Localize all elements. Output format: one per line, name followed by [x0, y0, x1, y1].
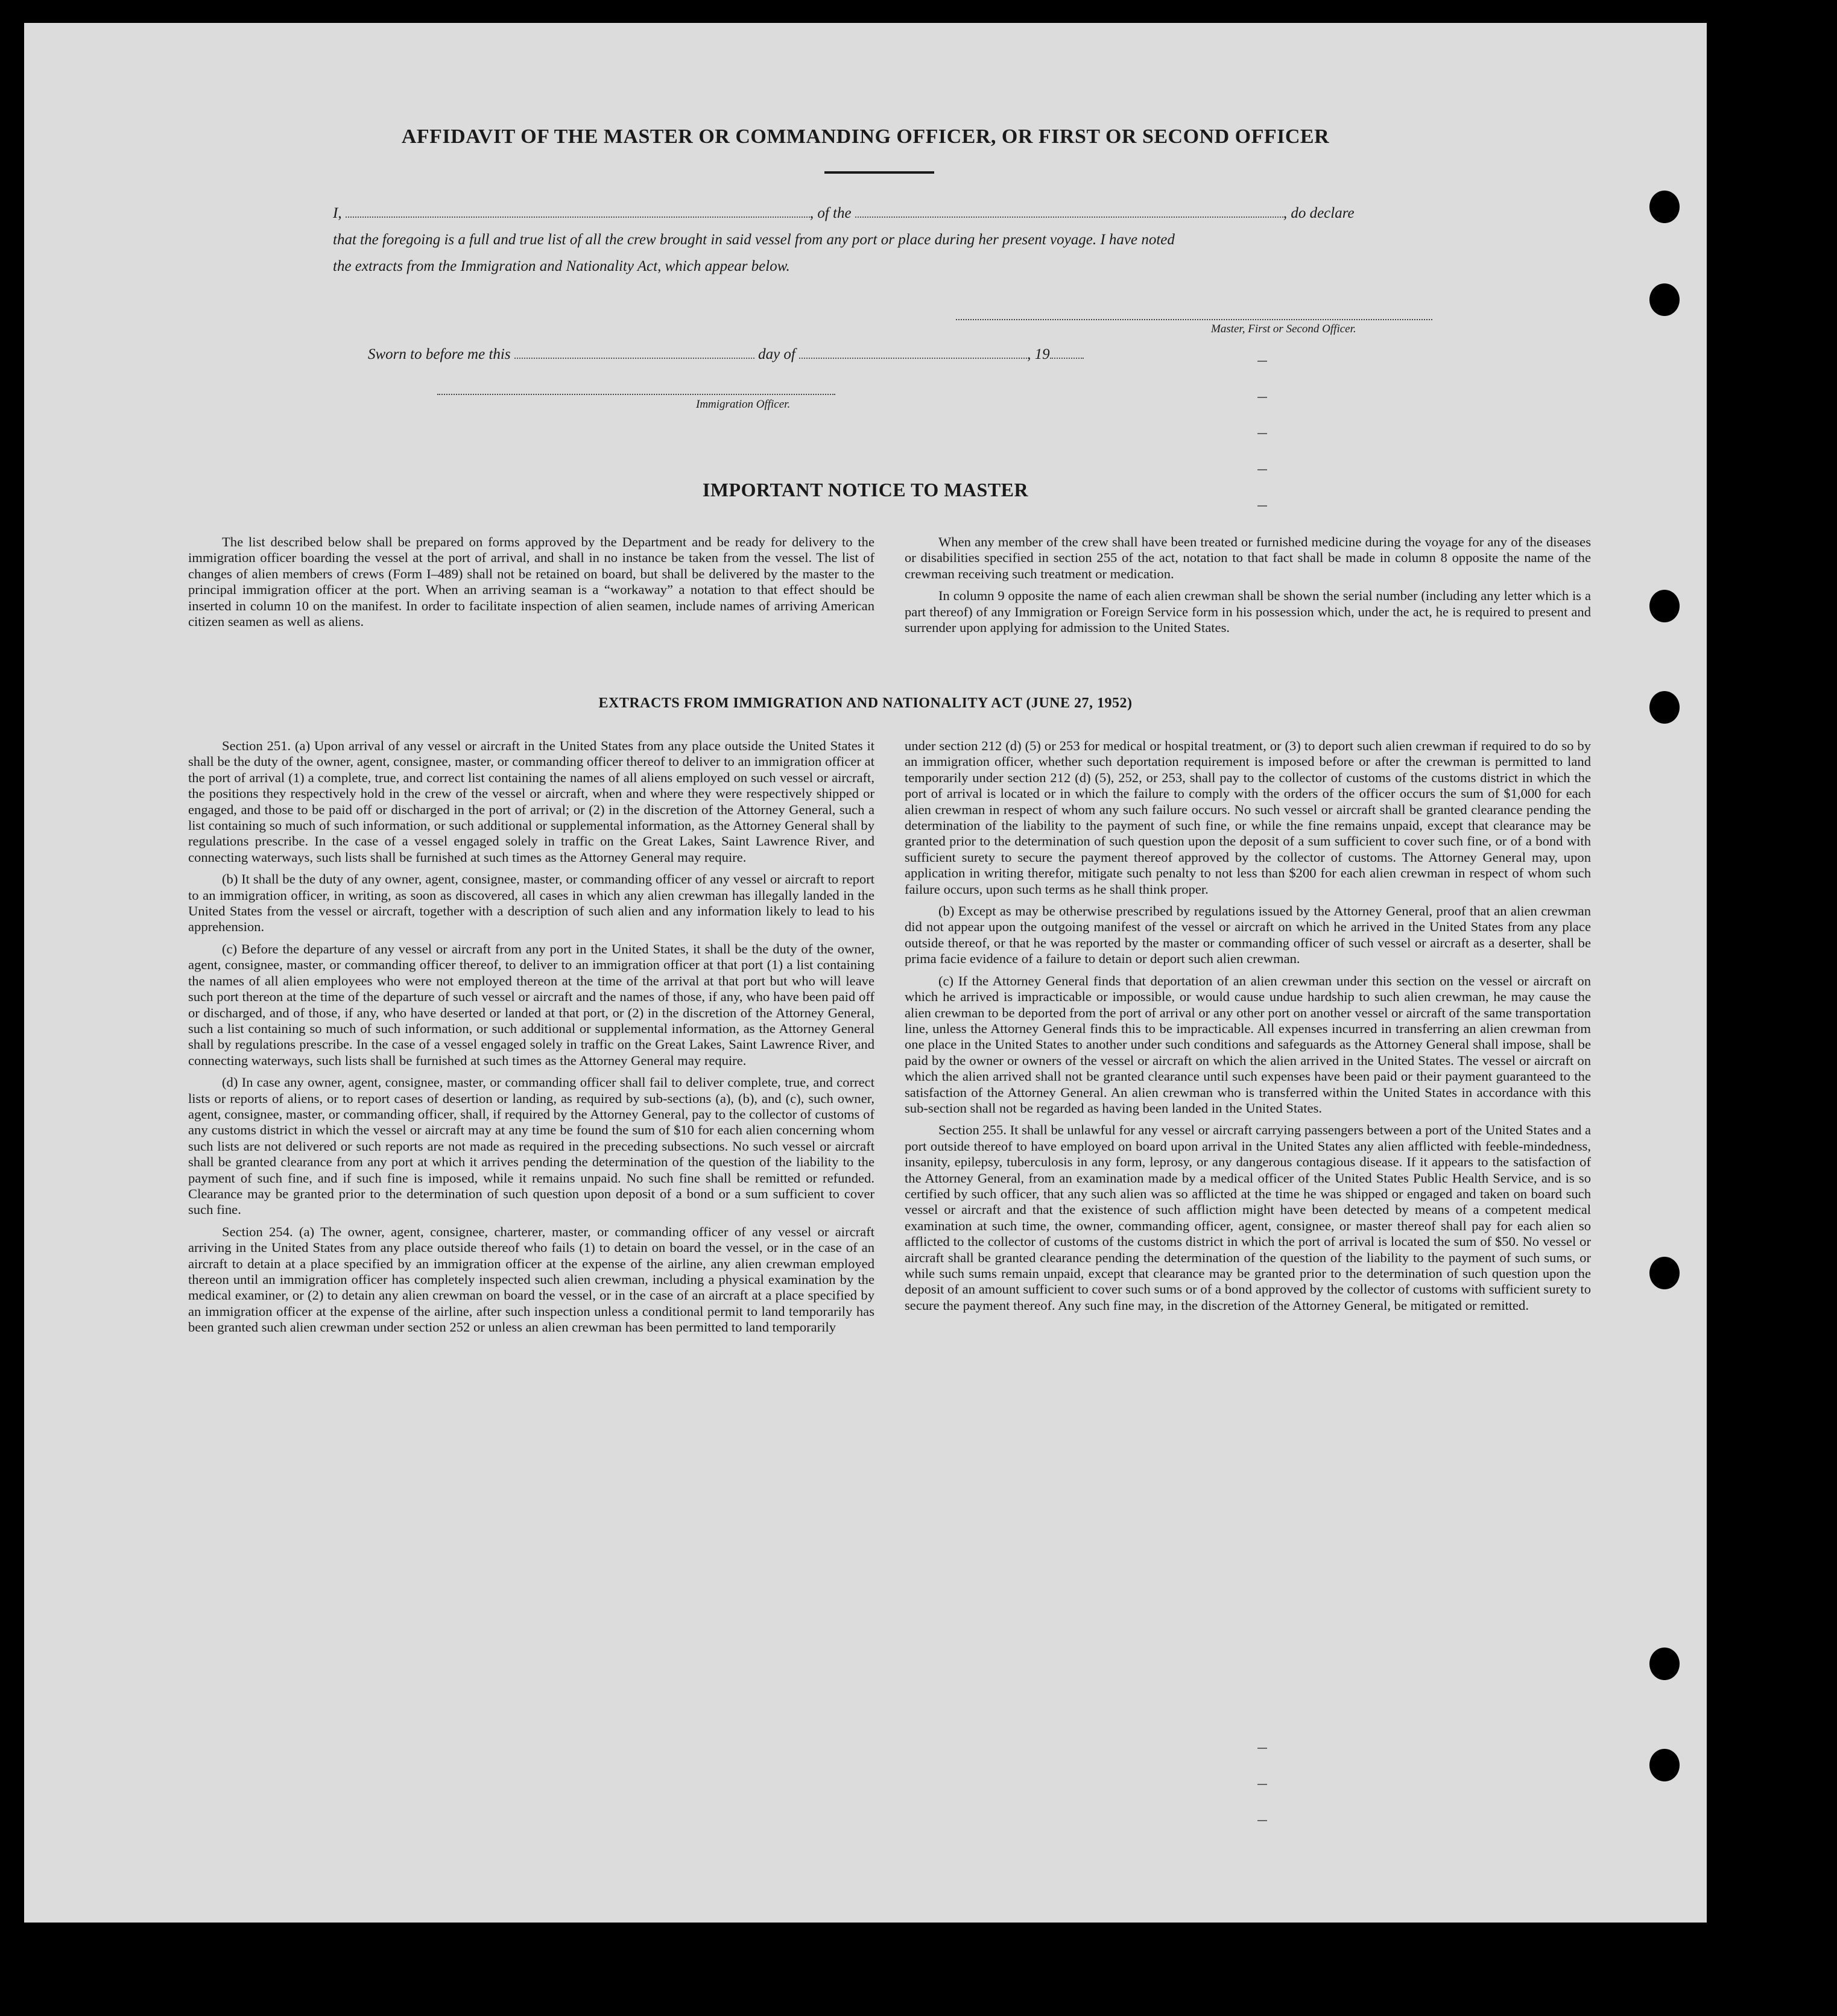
tick-mark: [1257, 1784, 1267, 1785]
tick-mark: [1257, 505, 1267, 507]
name-blank[interactable]: [346, 216, 810, 218]
label-do-declare: , do declare: [1283, 205, 1355, 221]
section-254-b: (b) Except as may be otherwise prescribed by regulations issued by the Attorney General, proof that an alien crewman did not appear upon the outgoing manifest of the vessel or aircraft on which he arrived in the United States from any place outside thereof, or that he was reported by the master or commanding officer of such vessel or aircraft as a deserter, shall be prima facie evidence of a failure to detain or deport such alien crewman.: [905, 903, 1591, 967]
extracts-right-column: [905, 738, 1591, 1319]
tick-mark: [1257, 361, 1267, 362]
punch-hole: [1649, 283, 1680, 316]
master-signature-line[interactable]: [956, 318, 1432, 320]
label-i: I,: [333, 205, 342, 221]
sworn-line: [368, 346, 1084, 363]
sworn-month-blank[interactable]: [799, 357, 1027, 359]
tick-mark: [1257, 433, 1267, 434]
section-251-a: Section 251. (a) Upon arrival of any vessel or aircraft in the United States from any place outside the United States it shall be the duty of the owner, agent, consignee, master, or commanding officer thereof to deliver to an immigration officer at the port of arrival (1) a complete, true, and correct list containing the names of all aliens employed on such vessel or aircraft, the positions they respectively hold in the crew of the vessel or aircraft, when and where they were respectively shipped or engaged, and those to be paid off or discharged in the port of arrival; or (2) in the discretion of the Attorney General, such a list containing so much of such information, or such additional or supplemental information, as the Attorney General shall by regulations prescribe. In the case of a vessel engaged solely in traffic on the Great Lakes, Saint Lawrence River, and connecting waterways, such lists shall be furnished at such times as the Attorney General may require.: [188, 738, 874, 865]
document-page: [24, 23, 1707, 1923]
label-day-of: day of: [758, 346, 795, 362]
section-251-c: (c) Before the departure of any vessel or aircraft from any port in the United States, it shall be the duty of the owner, agent, consignee, master, or commanding officer thereof, to deliver to an immigration officer at that port (1) a list containing the names of all alien employees who were not employed thereon at the time of the arrival at that port but who will leave such port thereon at the time of the departure of such vessel or aircraft and the names of those, if any, who have been paid off or discharged, and of those, if any, who have deserted or landed at that port, or (2) in the discretion of the Attorney General, such a list containing so much of such information, or such additional or supplemental information, as the Attorney General shall by regulations prescribe. In the case of a vessel engaged solely in traffic on the Great Lakes, Saint Lawrence River, and connecting waterways, such lists shall be furnished at such times as the Attorney General may require.: [188, 941, 874, 1068]
punch-hole: [1649, 191, 1680, 223]
affidavit-line-1: [333, 205, 1355, 222]
punch-hole: [1649, 590, 1680, 622]
tick-mark: [1257, 397, 1267, 398]
section-254-a: Section 254. (a) The owner, agent, consignee, charterer, master, or commanding officer of any vessel or aircraft arriving in the United States from any place outside thereof who fails (1) to detain on board the vessel, or in the case of an aircraft to detain at a place specified by an immigration officer at the expense of the airline, any alien crewman employed thereon until an immigration officer has completely inspected such alien crewman, including a physical examination by the medical examiner, or (2) to detain any alien crewman on board the vessel, or in the case of an aircraft at a place specified by an immigration officer at the expense of the airline, after such inspection unless a conditional permit to land temporarily has been granted such alien crewman under section 252 or unless an alien crewman has been permitted to land temporarily: [188, 1224, 874, 1335]
label-sworn: Sworn to before me this: [368, 346, 511, 362]
punch-hole: [1649, 1257, 1680, 1289]
section-254-a-continued: under section 212 (d) (5) or 253 for medical or hospital treatment, or (3) to deport such alien crewman if required to do so by an immigration officer, whether such deportation requirement is imposed before or after the crewman is permitted to land temporarily under section 212 (d) (5), 252, or 253, shall pay to the collector of customs of the customs district in which the port of arrival is located or in which the failure to comply with the orders of the officer occurs the sum of $1,000 for each alien crewman in respect of whom any such failure occurs. No such vessel or aircraft shall be granted clearance pending the determination of the liability to the payment of such fine, or while the fine remains unpaid, except that clearance may be granted prior to the determination of such question upon the deposit of a sum sufficient to cover such fine, or of a bond with sufficient surety to secure the payment thereof approved by the collector of customs. The Attorney General may, upon application in writing therefor, mitigate such penalty to not less than $200 for each alien crewman in respect of whom such failure occurs, upon such terms as he shall think proper.: [905, 738, 1591, 897]
affidavit-line-2: that the foregoing is a full and true list of all the crew brought in said vessel from any port or place during her present voyage. I have noted: [333, 232, 1175, 248]
section-254-c: (c) If the Attorney General finds that deportation of an alien crewman under this section on the vessel or aircraft on which he arrived is impracticable or impossible, or would cause undue hardship to such alien crewman, he may cause the alien crewman to be deported from the port of arrival or any other port on another vessel or aircraft of the same transportation line, unless the Attorney General finds this to be impracticable. All expenses incurred in transferring an alien crewman from one place in the United States to another under such conditions and safeguards as the Attorney General shall impose, shall be paid by the owner or owners of the vessel or aircraft on which the alien arrived in the United States. The vessel or aircraft on which the alien arrived shall not be granted clearance until such expenses have been paid or their payment guaranteed to the satisfaction of the Attorney General. An alien crewman who is transferred within the United States in accordance with this sub-section shall not be regarded as having been landed in the United States.: [905, 973, 1591, 1116]
section-251-d: (d) In case any owner, agent, consignee, master, or commanding officer shall fail to deliver complete, true, and correct lists or reports of aliens, or to report cases of desertion or landing, as required by sub-sections (a), (b), and (c), such owner, agent, consignee, master, or commanding officer, shall, if required by the Attorney General, pay to the collector of customs of any customs district in which the vessel or aircraft may at any time be found the sum of $10 for each alien concerning whom such lists are not delivered or such reports are not made as required in the preceding subsections. No such vessel or aircraft shall be granted clearance from any port at which it arrives pending the determination of the question of the liability to the payment of such fine, and if such fine is imposed, while it remains unpaid. No such fine shall be remitted or refunded. Clearance may be granted prior to the determination of such question upon deposit of a bond or a sum sufficient to cover such fine.: [188, 1075, 874, 1218]
title-divider: [824, 171, 934, 174]
extracts-title: EXTRACTS FROM IMMIGRATION AND NATIONALITY ACT (JUNE 27, 1952): [598, 695, 1133, 711]
notice-right-paragraph-2: In column 9 opposite the name of each alien crewman shall be shown the serial number (including any letter which is a part thereof) of any Immigration or Foreign Service form in his possession which, under the act, he is required to present and surrender upon applying for admission to the United States.: [905, 588, 1591, 636]
affidavit-title: AFFIDAVIT OF THE MASTER OR COMMANDING OFFICER, OR FIRST OR SECOND OFFICER: [401, 125, 1330, 148]
tick-mark: [1257, 469, 1267, 470]
notice-right-paragraph-1: When any member of the crew shall have been treated or furnished medicine during the voyage for any of the diseases or disabilities specified in section 255 of the act, notation to that fact shall be made in column 8 opposite the name of the crewman receiving such treatment or medication.: [905, 534, 1591, 581]
punch-hole: [1649, 1648, 1680, 1680]
punch-hole: [1649, 691, 1680, 724]
notice-right-column: [905, 534, 1591, 642]
section-251-b: (b) It shall be the duty of any owner, agent, consignee, master, or commanding officer of any vessel or aircraft to report to an immigration officer, in writing, as soon as discovered, all cases in which any alien crewman has illegally landed in the United States from the vessel or aircraft, together with a description of such alien and any information likely to lead to his apprehension.: [188, 871, 874, 935]
sworn-year-blank[interactable]: [1050, 357, 1084, 359]
extracts-left-column: [188, 738, 874, 1342]
officer-caption: Immigration Officer.: [696, 398, 791, 411]
notice-left-paragraph: The list described below shall be prepared on forms approved by the Department and be ready for delivery to the immigration officer boarding the vessel at the port of arrival, and shall in no instance be taken from the vessel. The list of changes of alien members of crews (Form I–489) shall not be retained on board, but shall be delivered by the master to the principal immigration officer at the port. When an arriving seaman is a “workaway” a notation to that effect should be inserted in column 10 on the manifest. In order to facilitate inspection of alien seamen, include names of arriving American citizen seamen as well as aliens.: [188, 534, 874, 630]
master-caption: Master, First or Second Officer.: [1211, 323, 1356, 335]
tick-mark: [1257, 1820, 1267, 1821]
notice-title: IMPORTANT NOTICE TO MASTER: [702, 479, 1029, 501]
notice-left-column: [188, 534, 874, 636]
section-255: Section 255. It shall be unlawful for any vessel or aircraft carrying passengers between a port of the United States and a port outside thereof to have employed on board upon arrival in the United States any alien afflicted with feeble-mindedness, insanity, epilepsy, tuberculosis in any form, leprosy, or any dangerous contagious disease. If it appears to the satisfaction of the Attorney General, from an examination made by a medical officer of the United States Public Health Service, and is so certified by such officer, that any such alien was so afflicted at the time he was shipped or engaged and taken on board such vessel or aircraft and that the existence of such affliction might have been detected by means of a competent medical examination at such time, the owner, commanding officer, agent, consignee, or master thereof shall pay for each alien so afflicted to the collector of customs of the customs district in which the port of arrival is located the sum of $50. No vessel or aircraft shall be granted clearance pending the determination of the question of the liability to the payment of such sums, or while such sums remain unpaid, except that clearance may be granted prior to the determination of such question upon the deposit of an amount sufficient to cover such sums or of a bond approved by the collector of customs with sufficient surety to secure the payment thereof. Any such fine may, in the discretion of the Attorney General, be mitigated or remitted.: [905, 1122, 1591, 1313]
affidavit-line-3: the extracts from the Immigration and Nationality Act, which appear below.: [333, 258, 790, 274]
vessel-blank[interactable]: [855, 216, 1283, 218]
officer-signature-line[interactable]: [437, 393, 835, 395]
label-year: , 19: [1027, 346, 1050, 362]
tick-mark: [1257, 1748, 1267, 1749]
punch-hole: [1649, 1749, 1680, 1781]
label-of-the: , of the: [809, 205, 852, 221]
sworn-day-blank[interactable]: [514, 357, 754, 359]
